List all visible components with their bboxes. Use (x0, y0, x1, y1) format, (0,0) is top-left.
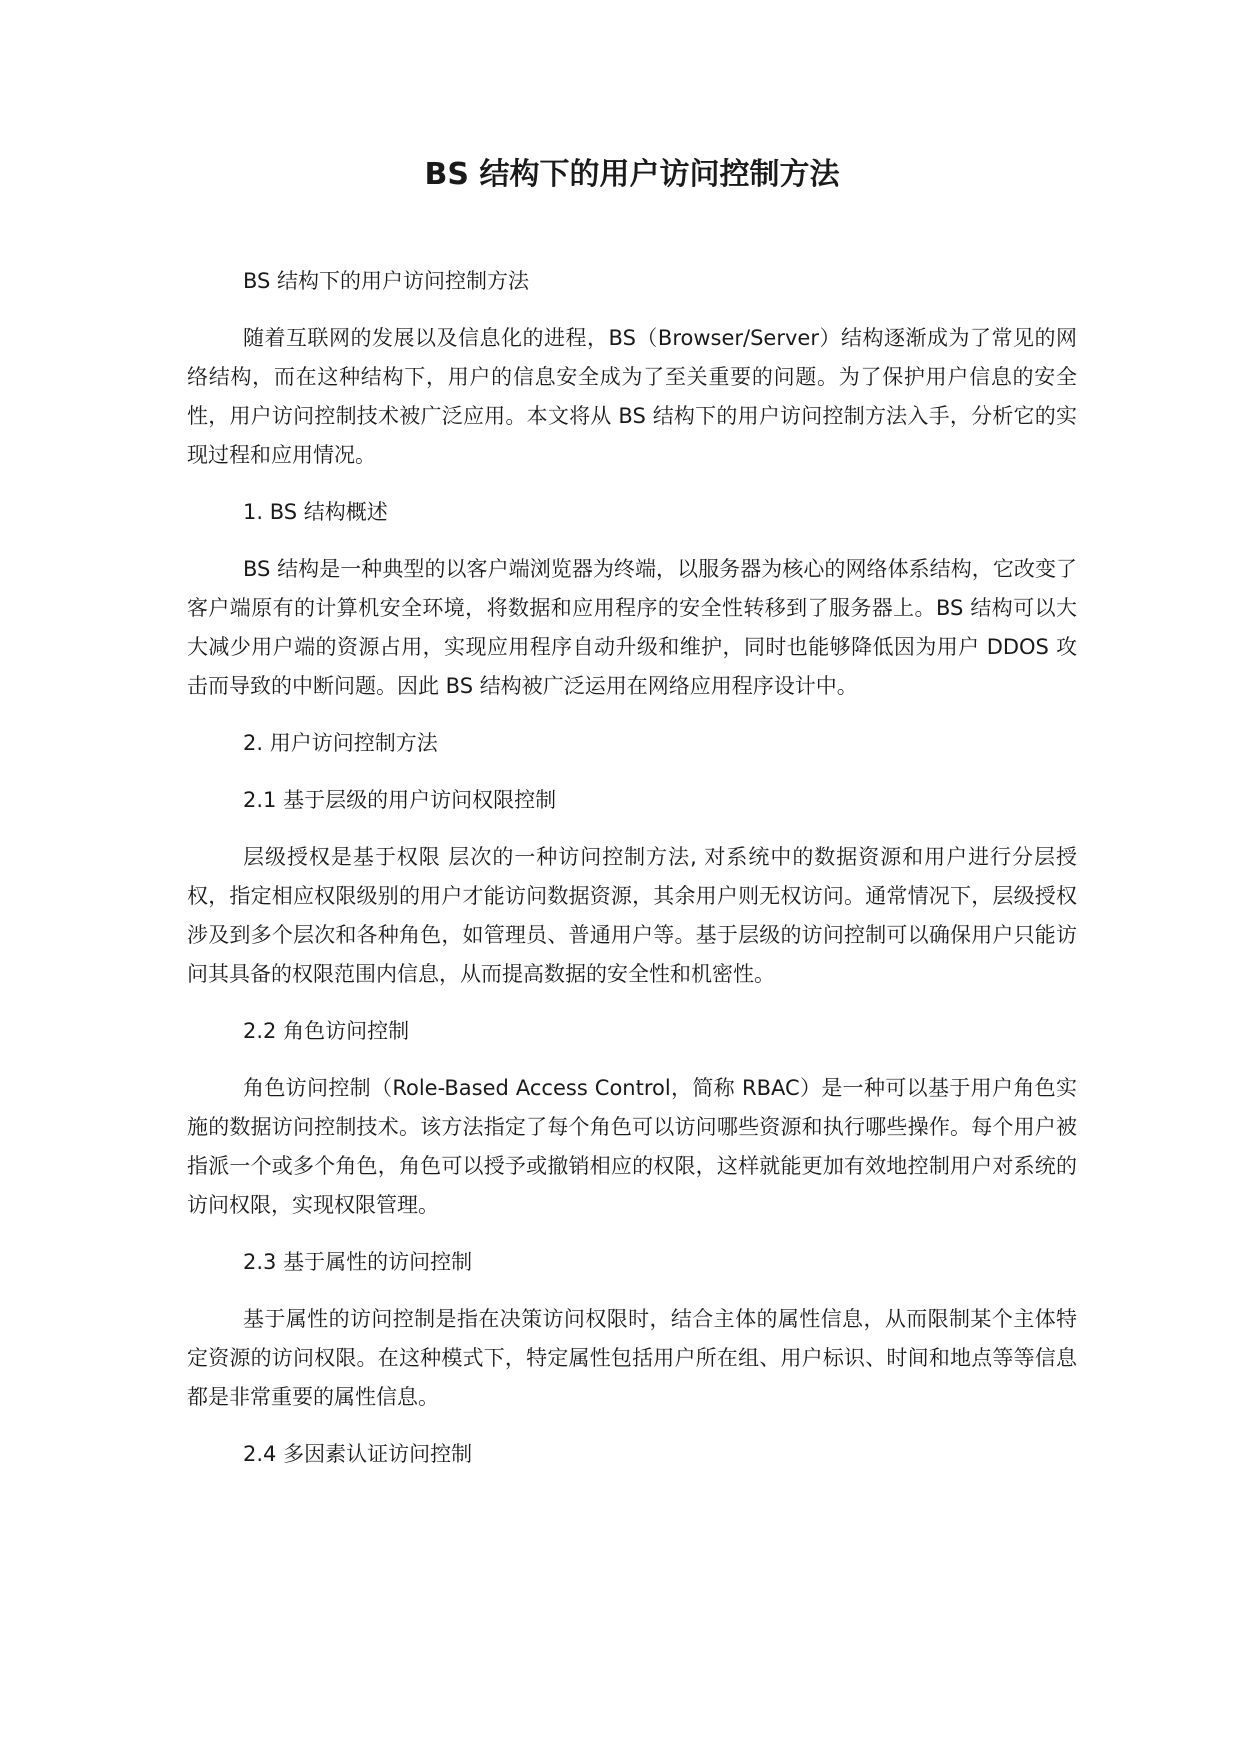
intro-paragraph: 随着互联网的发展以及信息化的进程，BS（Browser/Server）结构逐渐成为了常见的网络结构，而在这种结构下，用户的信息安全成为了至关重要的问题。为了保护用户信息的安全性，用户访问控制技术被广泛应用。本文将从 BS 结构下的用户访问控制方法入手，分析它的实现过程和应用情况。 (187, 326, 1077, 467)
section-2-3-heading: 2.3 基于属性的访问控制 (243, 1250, 473, 1274)
section-2-1-heading: 2.1 基于层级的用户访问权限控制 (243, 788, 557, 812)
section-1-heading: 1. BS 结构概述 (243, 500, 388, 524)
section-2-heading: 2. 用户访问控制方法 (243, 731, 438, 755)
document-title: BS 结构下的用户访问控制方法 (424, 157, 840, 192)
section-1-paragraph: BS 结构是一种典型的以客户端浏览器为终端，以服务器为核心的网络体系结构，它改变了客户端原有的计算机安全环境，将数据和应用程序的安全性转移到了服务器上。BS 结构可以大大减少用户端的资源占用，实现应用程序自动升级和维护，同时也能够降低因为用户 DDOS 攻击而导致的中断问题。因此 BS 结构被广泛运用在网络应用程序设计中。 (187, 557, 1077, 698)
section-2-4-heading: 2.4 多因素认证访问控制 (243, 1442, 473, 1466)
section-2-2-paragraph: 角色访问控制（Role-Based Access Control，简称 RBAC）是一种可以基于用户角色实施的数据访问控制技术。该方法指定了每个角色可以访问哪些资源和执行哪些操作。每个用户被指派一个或多个角色，角色可以授予或撤销相应的权限，这样就能更加有效地控制用户对系统的访问权限，实现权限管理。 (187, 1076, 1077, 1217)
intro-heading: BS 结构下的用户访问控制方法 (243, 269, 530, 293)
section-2-2-heading: 2.2 角色访问控制 (243, 1019, 410, 1043)
document-page (187, 150, 1077, 1492)
section-2-3-paragraph: 基于属性的访问控制是指在决策访问权限时，结合主体的属性信息，从而限制某个主体特定资源的访问权限。在这种模式下，特定属性包括用户所在组、用户标识、时间和地点等等信息都是非常重要的属性信息。 (187, 1307, 1077, 1409)
section-2-1-paragraph: 层级授权是基于权限 层次的一种访问控制方法, 对系统中的数据资源和用户进行分层授权，指定相应权限级别的用户才能访问数据资源，其余用户则无权访问。通常情况下，层级授权涉及到多个层次和各种角色，如管理员、普通用户等。基于层级的访问控制可以确保用户只能访问其具备的权限范围内信息，从而提高数据的安全性和机密性。 (187, 845, 1077, 986)
